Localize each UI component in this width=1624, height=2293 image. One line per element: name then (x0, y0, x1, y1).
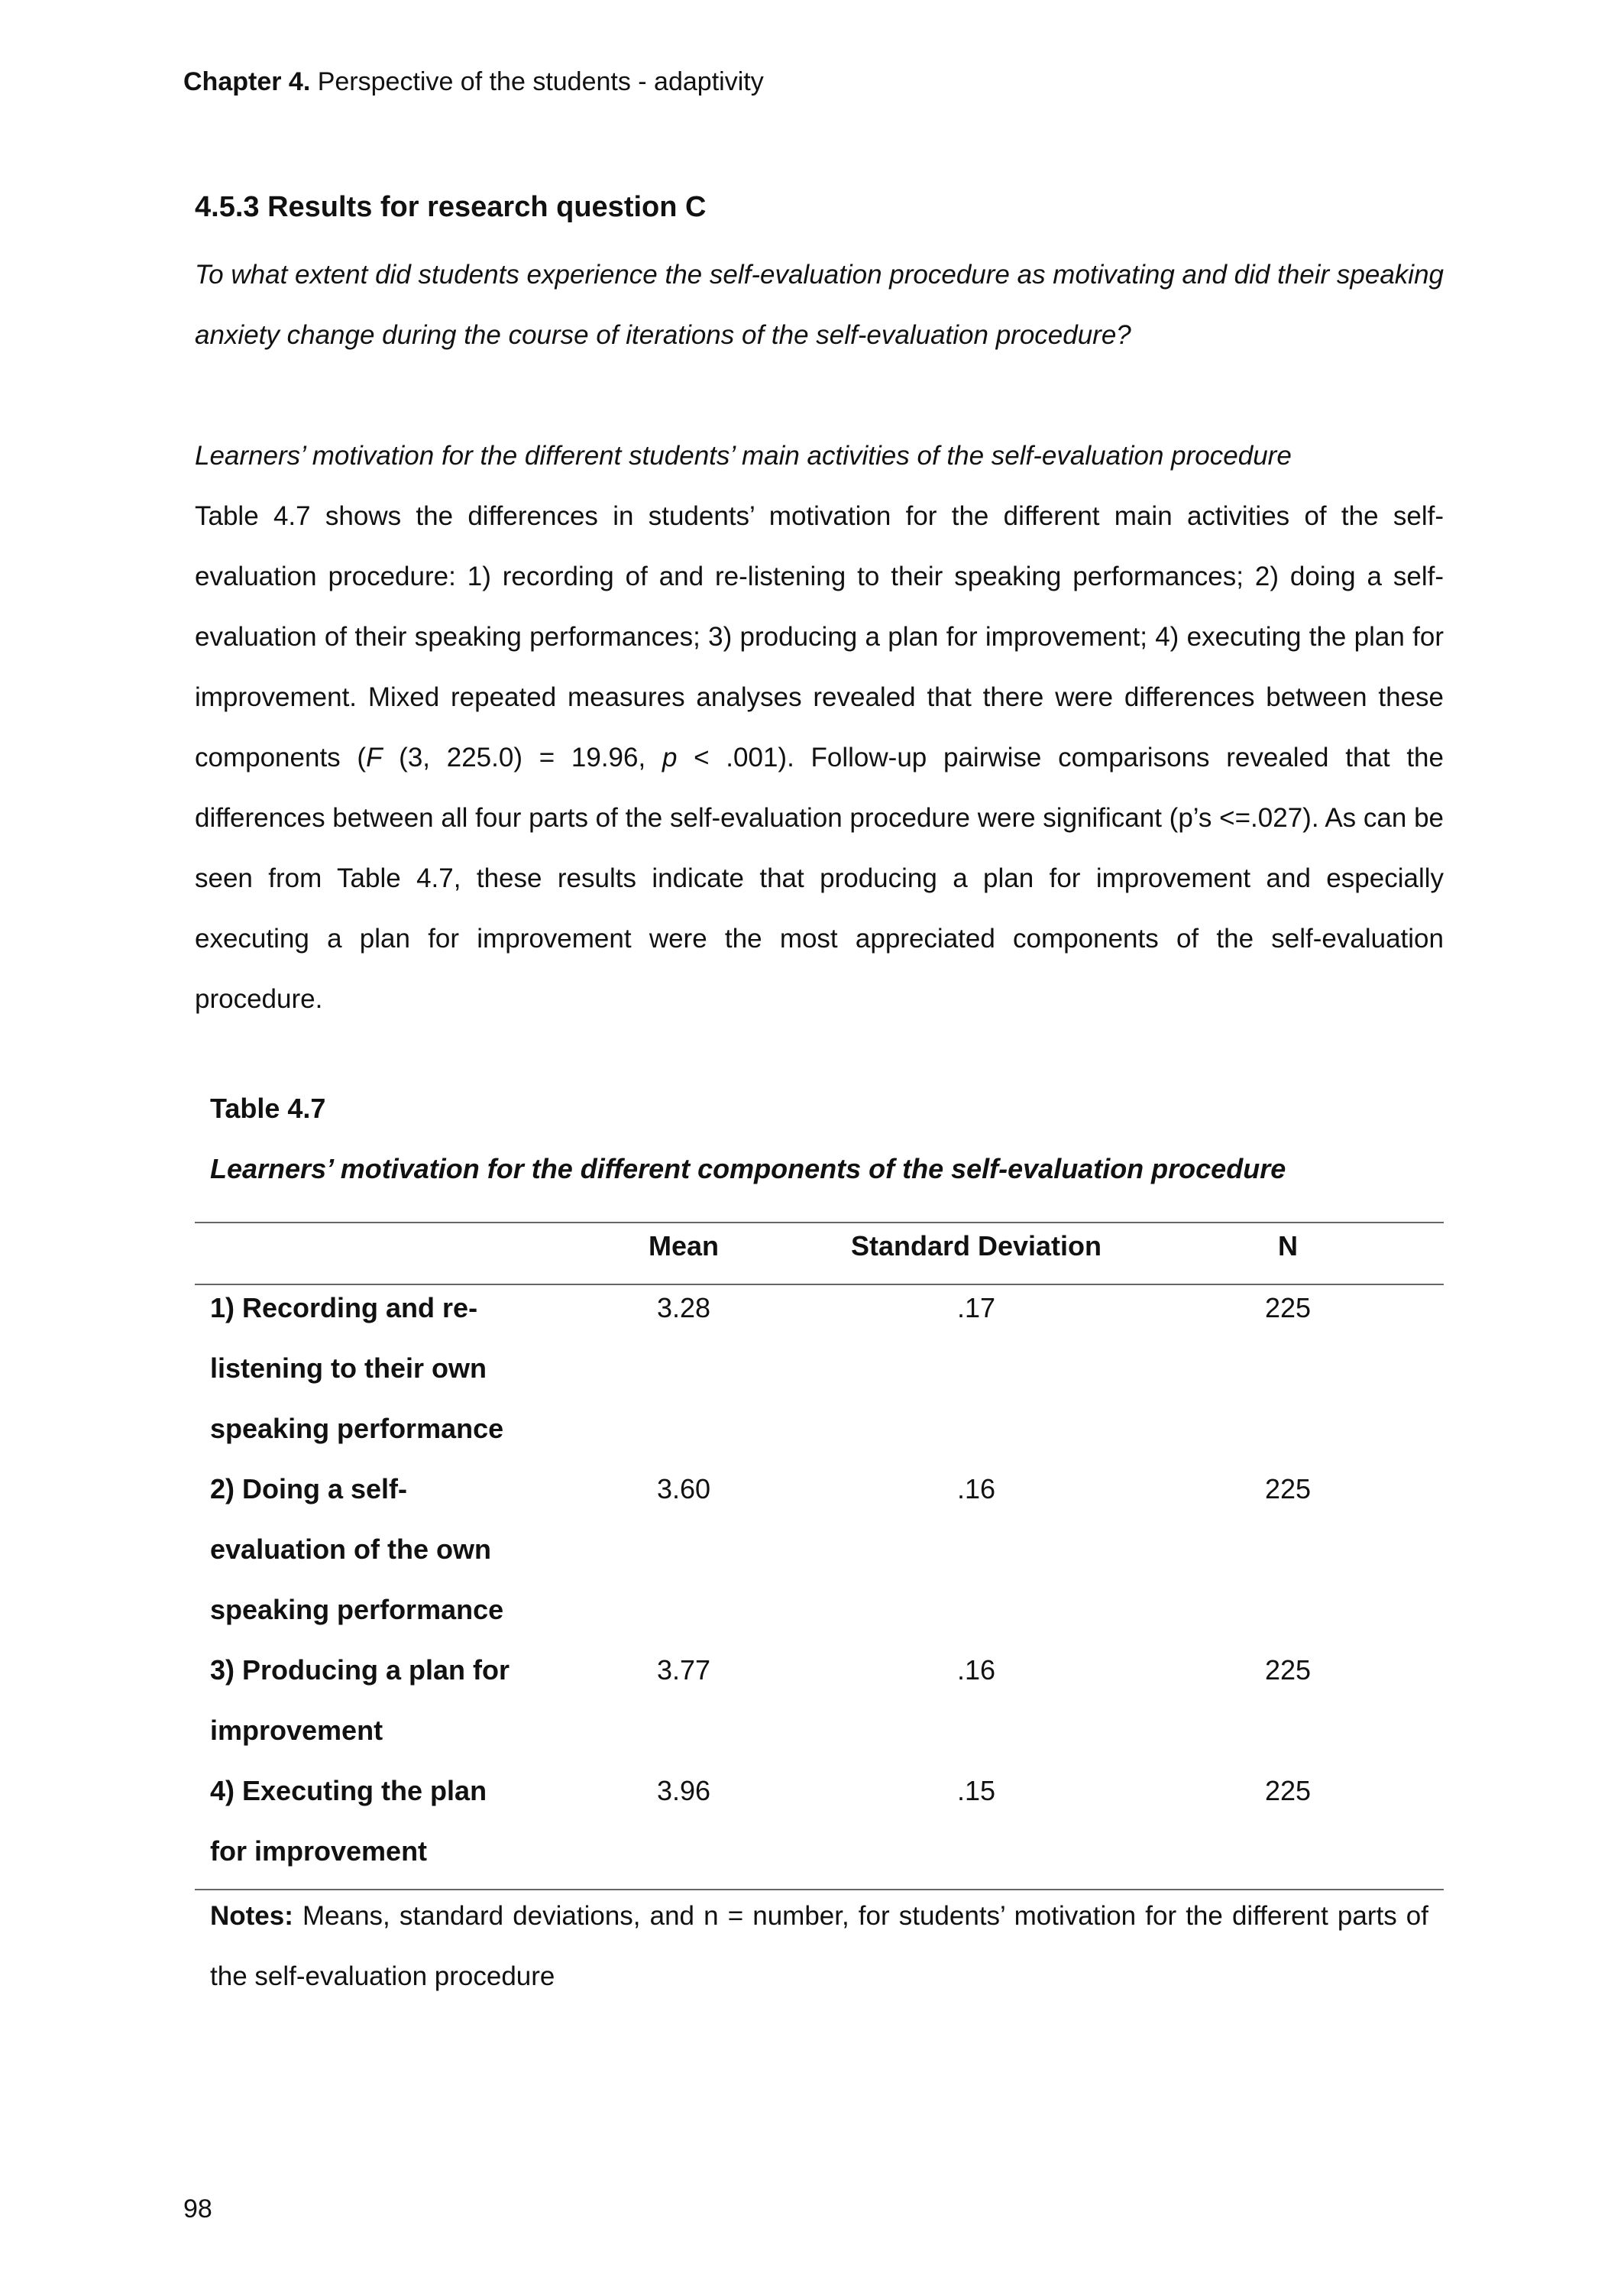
f-statistic-symbol: F (366, 743, 383, 772)
table-row (0, 1278, 1624, 1459)
paragraph-text: (3, 225.0) = 19.96, (382, 743, 662, 772)
row-label-line: 1) Recording and re- (210, 1292, 478, 1323)
row-label-line: speaking performance (210, 1594, 504, 1625)
row-label (210, 1278, 577, 1459)
cell-n: 225 (1264, 1775, 1312, 1806)
row-label-line: speaking performance (210, 1413, 504, 1444)
cell-mean: 3.77 (656, 1654, 711, 1686)
table-header-row (0, 1216, 1624, 1276)
body-paragraph (195, 486, 1444, 1029)
notes-label: Notes: (210, 1901, 293, 1931)
chapter-title: Perspective of the students - adaptivity (317, 67, 764, 96)
subheading: Learners’ motivation for the different students’ main activities of the self-evaluation procedure (195, 441, 1292, 471)
header-n: N (1278, 1230, 1298, 1261)
table-label: Table 4.7 (210, 1093, 326, 1124)
cell-mean: 3.60 (656, 1473, 711, 1504)
paragraph-text: Table 4.7 shows the differences in students’ motivation for the different main activities of the self-evaluation procedure: 1) recording of and re-listening to their speaking performances; 2) doing a self-evaluation of their speaking performances; 3) producing a plan for improvement; 4) executing the plan for improvement. Mixed repeated measures analyses revealed that there were differences between these components ( (195, 501, 1444, 772)
page-number: 98 (183, 2194, 212, 2223)
cell-sd: .16 (956, 1654, 996, 1686)
row-label-line: for improvement (210, 1835, 428, 1867)
cell-n: 225 (1264, 1292, 1312, 1323)
row-label (210, 1760, 577, 1881)
research-question: To what extent did students experience the self-evaluation procedure as motivating and did their speaking anxiety change during the course of iterations of the self-evaluation procedure? (195, 260, 1444, 350)
cell-mean: 3.96 (656, 1775, 711, 1806)
row-label-line: 4) Executing the plan (210, 1775, 487, 1806)
chapter-label: Chapter 4. (183, 67, 311, 96)
row-label-line: 2) Doing a self- (210, 1473, 408, 1504)
header-mean: Mean (648, 1230, 720, 1261)
p-value-symbol: p (662, 743, 678, 772)
table-notes (210, 1886, 1428, 2006)
table-row (0, 1640, 1624, 1760)
running-header (183, 67, 764, 97)
row-label-line: 3) Producing a plan for (210, 1654, 510, 1686)
cell-sd: .15 (956, 1775, 996, 1806)
notes-text: Means, standard deviations, and n = number, for students’ motivation for the different parts of the self-evaluation procedure (210, 1901, 1428, 1991)
cell-n: 225 (1264, 1654, 1312, 1686)
row-label (210, 1640, 577, 1760)
row-label-line: listening to their own (210, 1352, 487, 1384)
table-row (0, 1760, 1624, 1881)
row-label-line: evaluation of the own (210, 1534, 492, 1565)
cell-mean: 3.28 (656, 1292, 711, 1323)
cell-sd: .16 (956, 1473, 996, 1504)
table-title: Learners’ motivation for the different components of the self-evaluation procedure (210, 1153, 1286, 1184)
paragraph-text: < .001). Follow-up pairwise comparisons revealed that the differences between all four parts of the self-evaluation procedure were significant (p’s <=.027). As can be seen from Table 4.7, these results indicate that producing a plan for improvement and especially executing a plan for improvement were the most appreciated components of the self-evaluation procedure. (195, 743, 1444, 1014)
cell-n: 225 (1264, 1473, 1312, 1504)
header-sd: Standard Deviation (850, 1230, 1102, 1261)
table-row (0, 1459, 1624, 1640)
row-label-line: improvement (210, 1715, 383, 1746)
cell-sd: .17 (956, 1292, 996, 1323)
section-heading: 4.5.3 Results for research question C (195, 191, 707, 223)
row-label (210, 1459, 577, 1640)
